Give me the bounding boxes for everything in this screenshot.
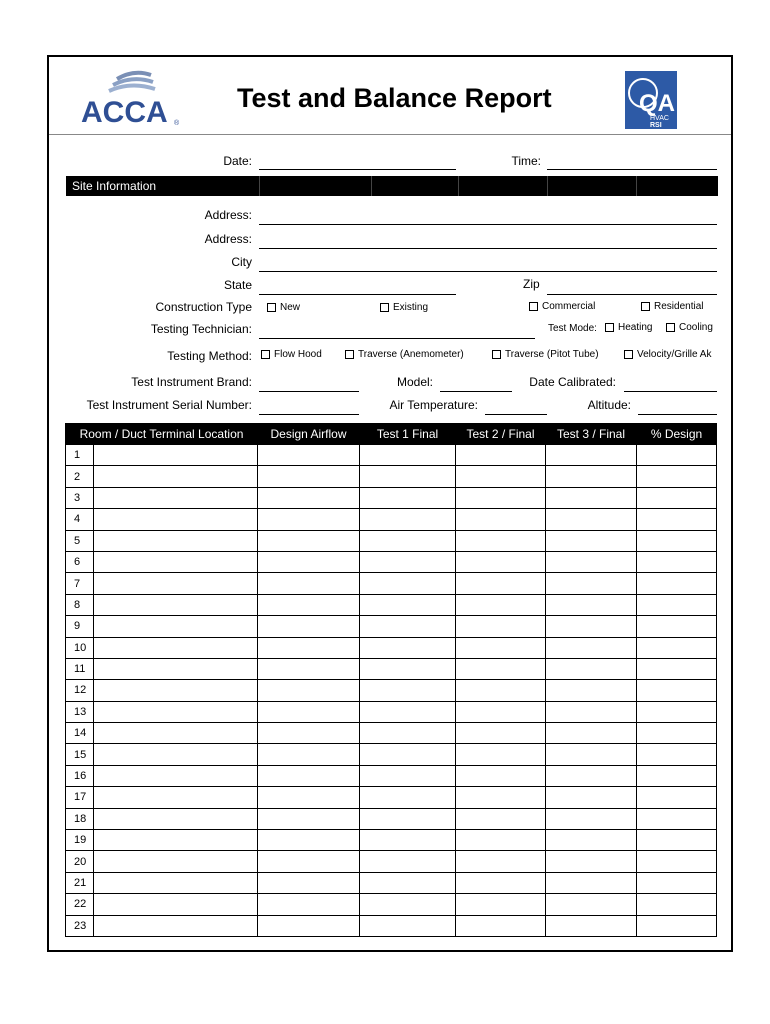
row-number: 5 (66, 530, 94, 551)
table-header-row (66, 424, 717, 445)
date-label: Date: (223, 154, 252, 168)
design-airflow-cell[interactable] (258, 530, 360, 551)
air-temperature-label: Air Temperature: (389, 398, 478, 412)
address-field-1[interactable] (259, 224, 717, 225)
design-airflow-cell[interactable] (258, 509, 360, 530)
test1-cell[interactable] (360, 808, 456, 829)
test-mode-label: Test Mode: (548, 323, 597, 334)
test2-cell[interactable] (456, 787, 546, 808)
location-cell[interactable] (94, 830, 258, 851)
table-row (66, 872, 717, 893)
checkbox-traverse-pitot[interactable]: Traverse (Pitot Tube) (492, 349, 599, 360)
svg-text:HVAC: HVAC (650, 115, 669, 122)
test3-cell[interactable] (546, 487, 637, 508)
serial-number-label: Test Instrument Serial Number: (86, 398, 252, 412)
design-airflow-cell[interactable] (258, 744, 360, 765)
test2-cell[interactable] (456, 551, 546, 572)
test1-cell[interactable] (360, 723, 456, 744)
test1-cell[interactable] (360, 680, 456, 701)
test1-cell[interactable] (360, 551, 456, 572)
table-row (66, 445, 717, 466)
section-divider (547, 176, 548, 196)
location-cell[interactable] (94, 616, 258, 637)
test2-cell[interactable] (456, 830, 546, 851)
row-number: 19 (66, 830, 94, 851)
svg-text:ACCA: ACCA (81, 96, 168, 127)
test1-cell[interactable] (360, 872, 456, 893)
table-body (66, 445, 717, 937)
zip-field[interactable] (547, 294, 717, 295)
test2-cell[interactable] (456, 616, 546, 637)
percent-design-cell[interactable] (637, 594, 717, 615)
percent-design-cell[interactable] (637, 487, 717, 508)
test2-cell[interactable] (456, 872, 546, 893)
design-airflow-cell[interactable] (258, 680, 360, 701)
checkbox-new[interactable]: New (267, 302, 300, 313)
test1-cell[interactable] (360, 851, 456, 872)
table-row (66, 723, 717, 744)
test3-cell[interactable] (546, 808, 637, 829)
design-airflow-cell[interactable] (258, 894, 360, 915)
svg-text:RSI: RSI (650, 122, 662, 129)
table-row (66, 594, 717, 615)
location-cell[interactable] (94, 573, 258, 594)
testing-method-label: Testing Method: (167, 349, 252, 363)
percent-design-cell[interactable] (637, 509, 717, 530)
table-row (66, 894, 717, 915)
test1-cell[interactable] (360, 701, 456, 722)
test3-cell[interactable] (546, 594, 637, 615)
row-number: 9 (66, 616, 94, 637)
design-airflow-cell[interactable] (258, 701, 360, 722)
row-number: 4 (66, 509, 94, 530)
table-row (66, 744, 717, 765)
row-number: 2 (66, 466, 94, 487)
zip-label: Zip (523, 277, 540, 291)
address-field-2[interactable] (259, 248, 717, 249)
table-row (66, 808, 717, 829)
table-row (66, 830, 717, 851)
percent-design-cell[interactable] (637, 637, 717, 658)
row-number: 8 (66, 594, 94, 615)
test1-cell[interactable] (360, 594, 456, 615)
table-row (66, 765, 717, 786)
percent-design-cell[interactable] (637, 894, 717, 915)
row-number: 14 (66, 723, 94, 744)
design-airflow-cell[interactable] (258, 637, 360, 658)
location-cell[interactable] (94, 594, 258, 615)
state-label: State (223, 278, 252, 292)
test2-cell[interactable] (456, 765, 546, 786)
test1-cell[interactable] (360, 830, 456, 851)
date-field[interactable] (259, 169, 456, 170)
location-cell[interactable] (94, 509, 258, 530)
test2-cell[interactable] (456, 573, 546, 594)
testing-technician-label: Testing Technician: (150, 322, 252, 336)
design-airflow-cell[interactable] (258, 787, 360, 808)
test3-cell[interactable] (546, 894, 637, 915)
row-number: 16 (66, 765, 94, 786)
checkbox-commercial[interactable]: Commercial (529, 301, 595, 312)
table-row (66, 509, 717, 530)
location-cell[interactable] (94, 658, 258, 679)
row-number: 13 (66, 701, 94, 722)
design-airflow-cell[interactable] (258, 573, 360, 594)
section-divider (259, 176, 260, 196)
checkbox-heating[interactable]: Heating (605, 322, 652, 333)
design-airflow-cell[interactable] (258, 445, 360, 466)
address-label-1: Address: (204, 208, 252, 222)
page-title: Test and Balance Report (237, 83, 552, 113)
hvac-qa-seal-icon (625, 71, 677, 129)
percent-design-cell[interactable] (637, 872, 717, 893)
percent-design-cell[interactable] (637, 530, 717, 551)
test2-cell[interactable] (456, 808, 546, 829)
percent-design-cell[interactable] (637, 808, 717, 829)
percent-design-cell[interactable] (637, 573, 717, 594)
report-page (47, 55, 733, 952)
design-airflow-cell[interactable] (258, 915, 360, 936)
airflow-table (65, 423, 717, 937)
test1-cell[interactable] (360, 894, 456, 915)
construction-type-label: Construction Type (155, 300, 252, 314)
table-row (66, 466, 717, 487)
table-row (66, 658, 717, 679)
checkbox-existing[interactable]: Existing (380, 302, 428, 313)
table-row (66, 787, 717, 808)
test3-cell[interactable] (546, 851, 637, 872)
test3-cell[interactable] (546, 765, 637, 786)
design-airflow-cell[interactable] (258, 616, 360, 637)
test3-cell[interactable] (546, 915, 637, 936)
section-divider (458, 176, 459, 196)
row-number: 21 (66, 872, 94, 893)
design-airflow-cell[interactable] (258, 765, 360, 786)
row-number: 10 (66, 637, 94, 658)
percent-design-cell[interactable] (637, 787, 717, 808)
design-airflow-cell[interactable] (258, 487, 360, 508)
percent-design-cell[interactable] (637, 616, 717, 637)
location-cell[interactable] (94, 637, 258, 658)
percent-design-cell[interactable] (637, 830, 717, 851)
design-airflow-cell[interactable] (258, 872, 360, 893)
test2-cell[interactable] (456, 680, 546, 701)
percent-design-cell[interactable] (637, 701, 717, 722)
percent-design-cell[interactable] (637, 658, 717, 679)
row-number: 7 (66, 573, 94, 594)
test2-cell[interactable] (456, 509, 546, 530)
test2-cell[interactable] (456, 658, 546, 679)
test2-cell[interactable] (456, 637, 546, 658)
instrument-brand-label: Test Instrument Brand: (131, 375, 252, 389)
percent-design-cell[interactable] (637, 744, 717, 765)
checkbox-residential[interactable]: Residential (641, 301, 703, 312)
row-number: 11 (66, 658, 94, 679)
row-number: 6 (66, 551, 94, 572)
test1-cell[interactable] (360, 658, 456, 679)
design-airflow-cell[interactable] (258, 723, 360, 744)
table-row (66, 701, 717, 722)
site-information-title: Site Information (72, 179, 157, 193)
test3-cell[interactable] (546, 830, 637, 851)
test3-cell[interactable] (546, 551, 637, 572)
checkbox-velocity-grille[interactable]: Velocity/Grille Ak (624, 349, 711, 360)
section-divider (371, 176, 372, 196)
section-divider (636, 176, 637, 196)
hvac-qa-seal-logo (625, 71, 677, 129)
testing-technician-field[interactable] (259, 338, 535, 339)
acca-wave-icon (79, 67, 183, 127)
test2-cell[interactable] (456, 530, 546, 551)
row-number: 22 (66, 894, 94, 915)
column-header-test1: Test 1 Final (360, 424, 456, 445)
test2-cell[interactable] (456, 851, 546, 872)
svg-text:®: ® (174, 120, 180, 127)
percent-design-cell[interactable] (637, 551, 717, 572)
design-airflow-cell[interactable] (258, 851, 360, 872)
table-row (66, 551, 717, 572)
test3-cell[interactable] (546, 744, 637, 765)
percent-design-cell[interactable] (637, 915, 717, 936)
date-calibrated-label: Date Calibrated: (529, 375, 616, 389)
column-header-percent-design: % Design (637, 424, 717, 445)
table-row (66, 851, 717, 872)
checkbox-flow-hood[interactable]: Flow Hood (261, 349, 322, 360)
row-number: 18 (66, 808, 94, 829)
location-cell[interactable] (94, 872, 258, 893)
acca-logo (79, 67, 183, 127)
location-cell[interactable] (94, 445, 258, 466)
test3-cell[interactable] (546, 445, 637, 466)
test3-cell[interactable] (546, 701, 637, 722)
test1-cell[interactable] (360, 466, 456, 487)
table-row (66, 680, 717, 701)
time-label: Time: (511, 154, 541, 168)
test1-cell[interactable] (360, 616, 456, 637)
location-cell[interactable] (94, 466, 258, 487)
altitude-field[interactable] (638, 414, 717, 415)
location-cell[interactable] (94, 808, 258, 829)
instrument-brand-field[interactable] (259, 391, 359, 392)
test3-cell[interactable] (546, 658, 637, 679)
altitude-label: Altitude: (587, 398, 631, 412)
test2-cell[interactable] (456, 723, 546, 744)
test2-cell[interactable] (456, 487, 546, 508)
design-airflow-cell[interactable] (258, 594, 360, 615)
test1-cell[interactable] (360, 530, 456, 551)
test1-cell[interactable] (360, 487, 456, 508)
checkbox-cooling[interactable]: Cooling (666, 322, 713, 333)
design-airflow-cell[interactable] (258, 466, 360, 487)
location-cell[interactable] (94, 487, 258, 508)
location-cell[interactable] (94, 744, 258, 765)
row-number: 3 (66, 487, 94, 508)
date-calibrated-field[interactable] (624, 391, 717, 392)
location-cell[interactable] (94, 787, 258, 808)
address-label-2: Address: (204, 232, 252, 246)
location-cell[interactable] (94, 701, 258, 722)
model-field[interactable] (440, 391, 512, 392)
location-cell[interactable] (94, 723, 258, 744)
percent-design-cell[interactable] (637, 680, 717, 701)
table-row (66, 915, 717, 936)
test3-cell[interactable] (546, 680, 637, 701)
column-header-test3: Test 3 / Final (546, 424, 637, 445)
test3-cell[interactable] (546, 616, 637, 637)
test1-cell[interactable] (360, 915, 456, 936)
test3-cell[interactable] (546, 872, 637, 893)
test2-cell[interactable] (456, 594, 546, 615)
checkbox-traverse-anemometer[interactable]: Traverse (Anemometer) (345, 349, 464, 360)
row-number: 17 (66, 787, 94, 808)
test1-cell[interactable] (360, 445, 456, 466)
test2-cell[interactable] (456, 894, 546, 915)
location-cell[interactable] (94, 551, 258, 572)
row-number: 20 (66, 851, 94, 872)
design-airflow-cell[interactable] (258, 658, 360, 679)
test1-cell[interactable] (360, 744, 456, 765)
test3-cell[interactable] (546, 637, 637, 658)
row-number: 1 (66, 445, 94, 466)
test2-cell[interactable] (456, 915, 546, 936)
test3-cell[interactable] (546, 509, 637, 530)
model-label: Model: (396, 375, 433, 389)
location-cell[interactable] (94, 680, 258, 701)
test2-cell[interactable] (456, 445, 546, 466)
table-row (66, 637, 717, 658)
city-label: City (231, 255, 252, 269)
test3-cell[interactable] (546, 466, 637, 487)
percent-design-cell[interactable] (637, 851, 717, 872)
location-cell[interactable] (94, 894, 258, 915)
column-header-location: Room / Duct Terminal Location (66, 424, 258, 445)
percent-design-cell[interactable] (637, 765, 717, 786)
city-field[interactable] (259, 271, 717, 272)
location-cell[interactable] (94, 851, 258, 872)
test1-cell[interactable] (360, 509, 456, 530)
column-header-test2: Test 2 / Final (456, 424, 546, 445)
column-header-design-airflow: Design Airflow (258, 424, 360, 445)
time-field[interactable] (547, 169, 717, 170)
row-number: 23 (66, 915, 94, 936)
row-number: 15 (66, 744, 94, 765)
row-number: 12 (66, 680, 94, 701)
test3-cell[interactable] (546, 787, 637, 808)
design-airflow-cell[interactable] (258, 551, 360, 572)
site-information-header (66, 176, 718, 196)
test1-cell[interactable] (360, 787, 456, 808)
test2-cell[interactable] (456, 701, 546, 722)
location-cell[interactable] (94, 915, 258, 936)
design-airflow-cell[interactable] (258, 830, 360, 851)
header-divider (49, 134, 731, 135)
test1-cell[interactable] (360, 573, 456, 594)
svg-text:QA: QA (639, 90, 675, 117)
test3-cell[interactable] (546, 530, 637, 551)
table-row (66, 530, 717, 551)
state-field[interactable] (259, 294, 456, 295)
percent-design-cell[interactable] (637, 466, 717, 487)
design-airflow-cell[interactable] (258, 808, 360, 829)
percent-design-cell[interactable] (637, 445, 717, 466)
test1-cell[interactable] (360, 637, 456, 658)
location-cell[interactable] (94, 765, 258, 786)
table-row (66, 487, 717, 508)
test2-cell[interactable] (456, 744, 546, 765)
table-row (66, 573, 717, 594)
serial-number-field[interactable] (259, 414, 359, 415)
table-row (66, 616, 717, 637)
test2-cell[interactable] (456, 466, 546, 487)
test3-cell[interactable] (546, 723, 637, 744)
location-cell[interactable] (94, 530, 258, 551)
test3-cell[interactable] (546, 573, 637, 594)
percent-design-cell[interactable] (637, 723, 717, 744)
test1-cell[interactable] (360, 765, 456, 786)
air-temperature-field[interactable] (485, 414, 547, 415)
